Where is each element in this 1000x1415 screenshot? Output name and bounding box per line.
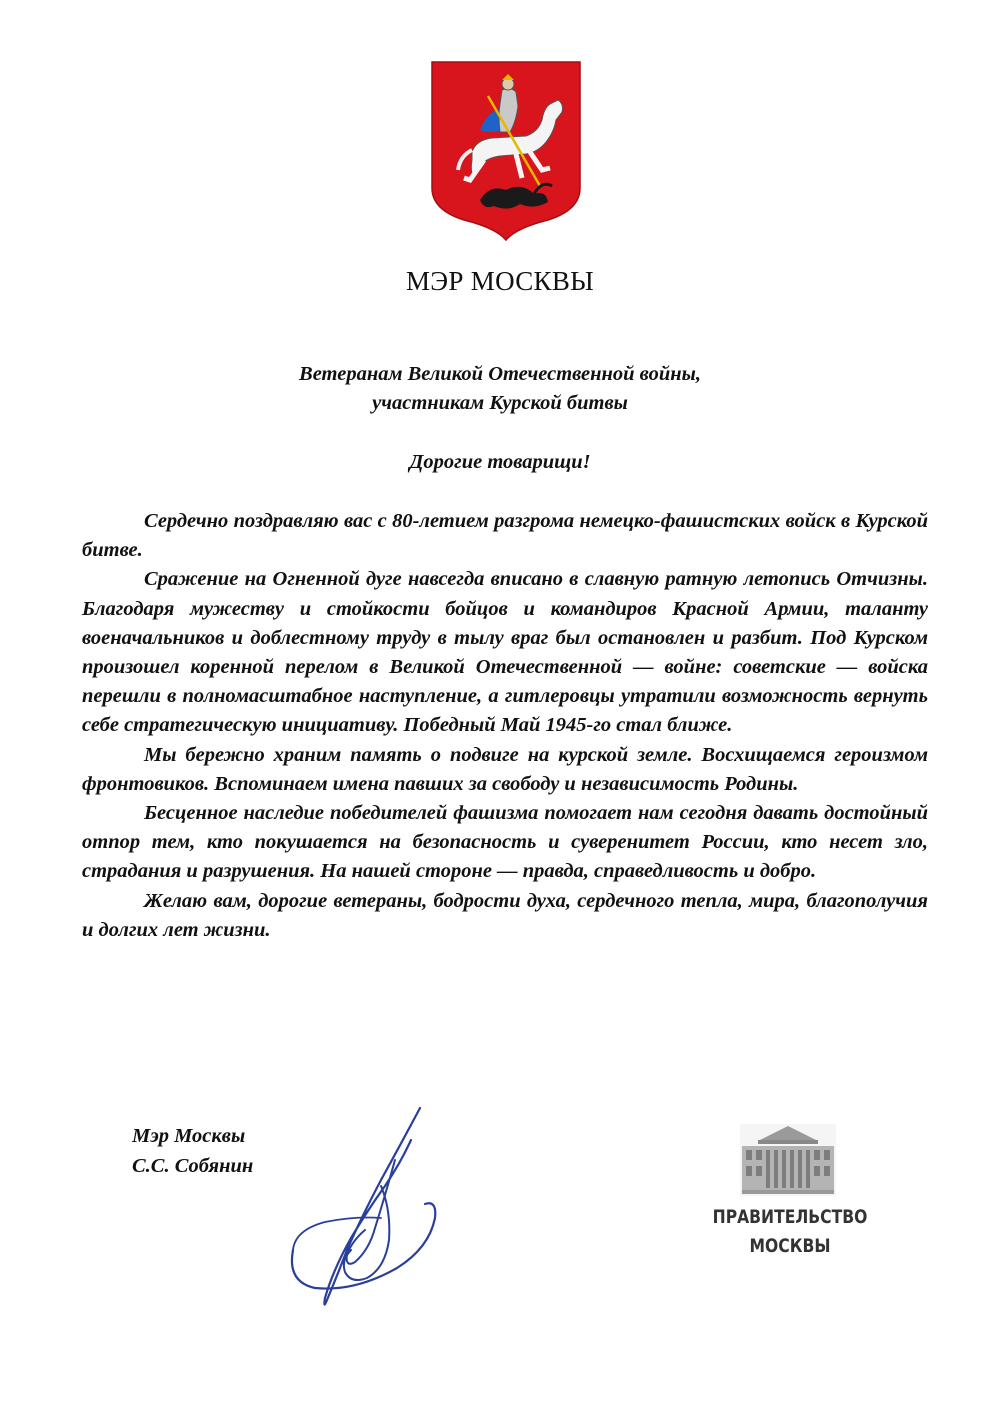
stamp-line: МОСКВЫ [749,1235,831,1257]
signatory-position: Мэр Москвы [132,1125,246,1147]
body-paragraph: Мы бережно храним память о подвиге на курской земле. Восхищаемся героизмом фронтовиков. Вспоминаем имена павших за свободу и независимость Родины. [82,743,928,795]
address-line: участникам Курской битвы [372,392,628,414]
government-building-icon [738,1120,838,1198]
body-paragraph: Бесценное наследие победителей фашизма помогает нам сегодня давать достойный отпор тем, кто покушается на безопасность и суверенитет России, кто несет зло, страдания и разрушения. На нашей стороне — правда, справедливость и добро. [82,802,928,883]
address-line: Ветеранам Великой Отечественной войны, [299,363,701,385]
stamp-line: ПРАВИТЕЛЬСТВО [712,1206,868,1228]
address-block [0,360,1000,418]
greeting: Дорогие товарищи! [409,451,591,473]
moscow-coat-of-arms-icon [430,60,582,242]
body-paragraph: Сражение на Огненной дуге навсегда вписано в славную ратную летопись Отчизны. Благодаря мужеству и стойкости бойцов и командиров Красной Армии, таланту военачальников и доблестному труду в тылу враг был остановлен и разбит. Под Курском произошел коренной перелом в Великой Отечественной — войне: советские — войска перешли в полномасштабное наступление, а гитлеровцы утратили возможность вернуть себе стратегическую инициативу. Победный Май 1945-го стал ближе. [82,568,928,737]
government-stamp-text [708,1203,872,1261]
body-paragraph: Желаю вам, дорогие ветераны, бодрости духа, сердечного тепла, мира, благополучия и долгих лет жизни. [82,889,928,941]
letter-body [82,507,928,945]
signatory-block [132,1121,253,1181]
page-title: МЭР МОСКВЫ [405,266,594,296]
signatory-name: С.С. Собянин [132,1155,254,1177]
handwritten-signature [285,1100,445,1315]
body-paragraph: Сердечно поздравляю вас с 80-летием разгрома немецко-фашистских войск в Курской битве. [82,510,928,562]
